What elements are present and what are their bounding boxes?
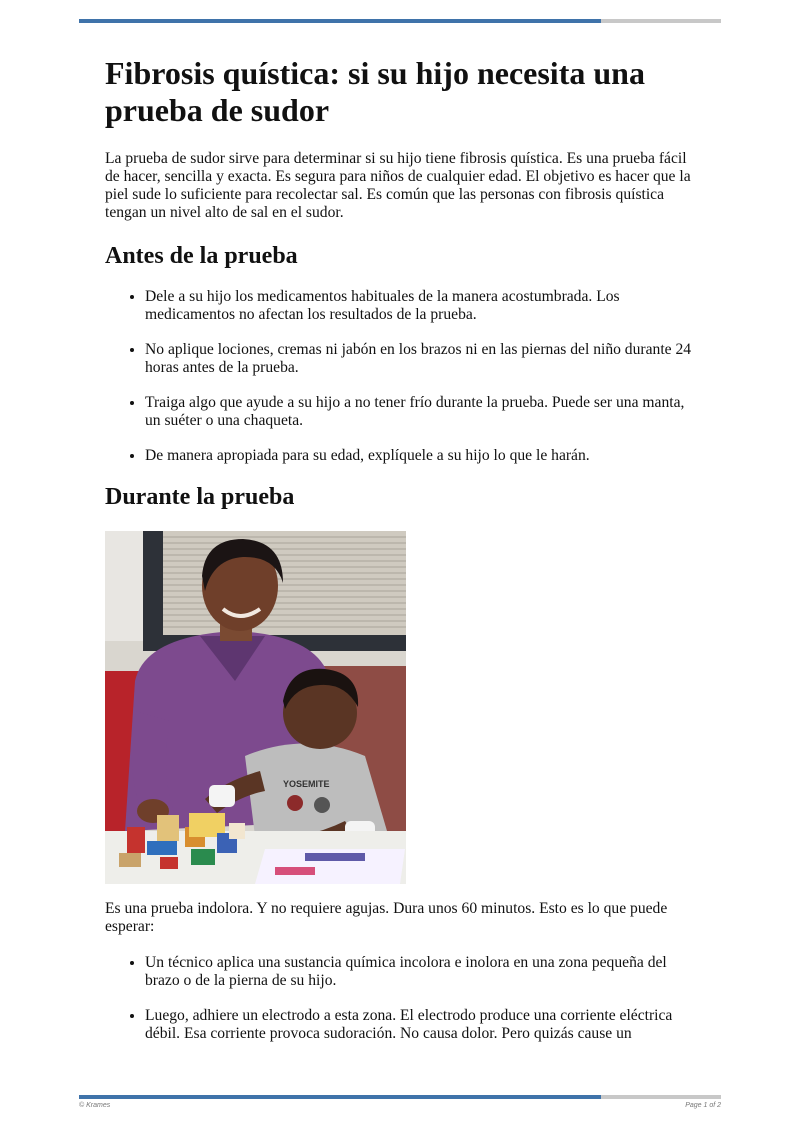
list-item: • Un técnico aplica una sustancia química incolora e inolora en una zona pequeña del brazo o de la pierna de su hijo. bbox=[145, 954, 700, 990]
footer-rule bbox=[79, 1095, 721, 1099]
footer-rule-accent bbox=[79, 1095, 601, 1099]
list-item: • No aplique lociones, cremas ni jabón en los brazos ni en las piernas del niño durante 24 horas antes de la prueba. bbox=[145, 341, 700, 377]
intro-paragraph: La prueba de sudor sirve para determinar si su hijo tiene fibrosis quística. Es una prueba fácil de hacer, sencilla y exacta. Es segura para niños de cualquier edad. El objetivo es hacer que la piel sude lo suficiente para recolectar sal. Es común que las personas con fibrosis quística tengan un nivel alto de sal en el sudor. bbox=[105, 150, 691, 221]
header-rule bbox=[79, 19, 721, 23]
list-item: • Dele a su hijo los medicamentos habituales de la manera acostumbrada. Los medicamentos no afectan los resultados de la prueba. bbox=[145, 288, 700, 324]
before-list bbox=[105, 288, 700, 465]
section-heading-during: Durante la prueba bbox=[105, 484, 295, 510]
header-rule-accent bbox=[79, 19, 601, 23]
list-item: • Luego, adhiere un electrodo a esta zona. El electrodo produce una corriente eléctrica débil. Esa corriente provoca sudoración. No causa dolor. Pero quizás cause un bbox=[145, 1007, 700, 1043]
list-item: • Traiga algo que ayude a su hijo a no tener frío durante la prueba. Puede ser una manta, un suéter o una chaqueta. bbox=[145, 394, 700, 430]
page-title: Fibrosis quística: si su hijo necesita una prueba de sudor bbox=[105, 55, 645, 128]
during-paragraph: Es una prueba indolora. Y no requiere agujas. Dura unos 60 minutos. Esto es lo que puede esperar: bbox=[105, 900, 668, 935]
section-heading-before: Antes de la prueba bbox=[105, 243, 298, 269]
shirt-print: YOSEMITE bbox=[283, 779, 330, 789]
footer-copyright: © Krames bbox=[79, 1102, 111, 1109]
mother-child-photo bbox=[105, 531, 406, 884]
during-list bbox=[105, 954, 700, 1043]
list-item: • De manera apropiada para su edad, explíquele a su hijo lo que le harán. bbox=[145, 447, 700, 465]
footer-page-number: Page 1 of 2 bbox=[685, 1102, 721, 1109]
document-body bbox=[105, 55, 700, 1043]
